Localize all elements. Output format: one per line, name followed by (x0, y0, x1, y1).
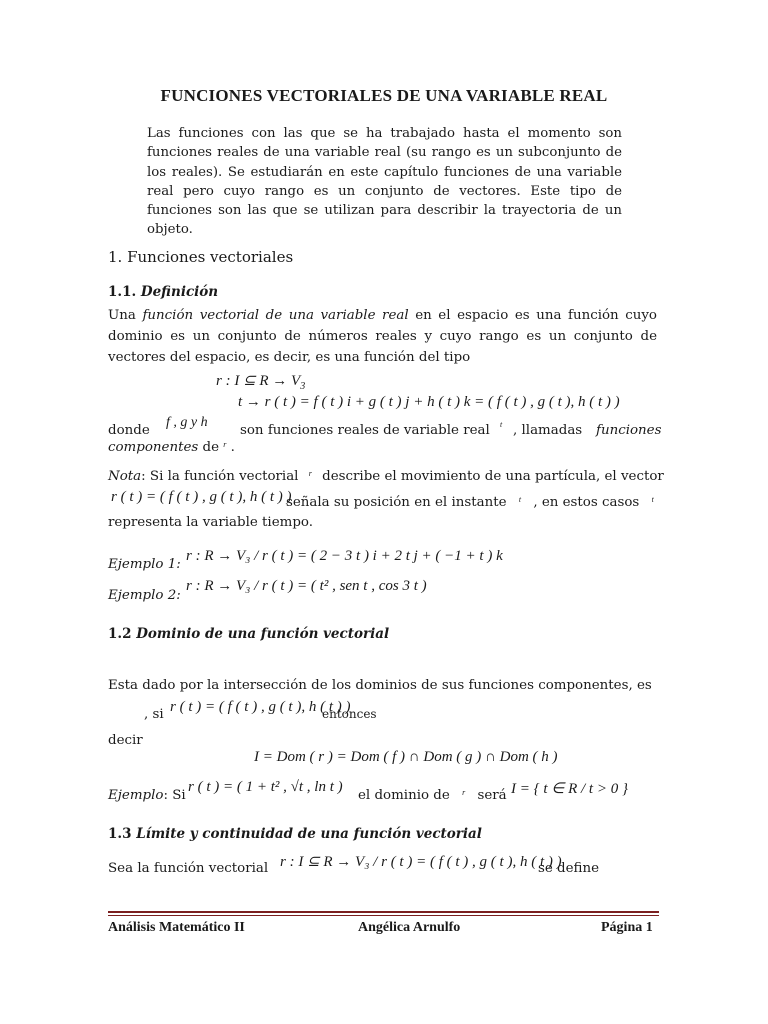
footer-course: Análisis Matemático II (108, 920, 245, 935)
t-symbol: t (500, 420, 503, 429)
subsection-1-2-heading: 1.2 Dominio de una función vectorial (108, 626, 390, 642)
footer-rule-thin (108, 915, 659, 916)
footer-author: Angélica Arnulfo (358, 920, 461, 935)
donde-word: donde (108, 423, 150, 438)
ejemplo-1-label: Ejemplo 1: (108, 557, 181, 572)
footer-page-number: Página 1 (601, 920, 653, 935)
limite-intro-text: Sea la función vectorial (108, 861, 269, 876)
ejemplo-2-math: r : R → V₃ / r ( t ) = ( t² , sen t , cos 3 t ) (186, 578, 427, 594)
subsection-title: Definición (140, 284, 219, 300)
intro-paragraph: Las funciones con las que se ha trabajado hasta el momento son funciones reales de una variable real (su rango es un subconjunto de los reales). Se estudiarán en este capítulo funciones de una variable real pero cuyo rango es un conjunto de vectores. Este tipo de funciones son las que se utilizan para describir la trayectoria de un objeto. (147, 126, 622, 238)
si-word: , si (144, 707, 164, 722)
section-1-heading (108, 248, 293, 266)
dominio-ejemplo-text: el dominio de $^r$ será (358, 788, 507, 803)
definition-line-1: Una función vectorial de una variable real en el espacio es una función cuyo (108, 308, 657, 323)
llamadas-text: , llamadas (513, 423, 583, 438)
subsection-1-1-heading (108, 284, 218, 300)
funciones-word: funciones (596, 423, 662, 438)
decir-word: decir (108, 733, 143, 748)
ejemplo-2-label: Ejemplo 2: (108, 588, 181, 603)
definition-line-3: vectores del espacio, es decir, es una función del tipo (108, 350, 471, 365)
se-define-text: se define (538, 861, 600, 876)
nota-line-2: señala su posición en el instante $^t$ , en estos casos $^t$ (286, 495, 654, 510)
nota-line-1: Nota: Si la función vectorial $^r$ describe el movimiento de una partícula, el vector (108, 469, 664, 484)
definition-paragraph (108, 308, 657, 365)
section-title: Funciones vectoriales (127, 248, 294, 266)
donde-text: son funciones reales de variable real (240, 423, 490, 438)
dominio-line-1: Esta dado por la intersección de los dominios de sus funciones componentes, es (108, 678, 652, 693)
dominio-ejemplo-math: r ( t ) = ( 1 + t² , √t , ln t ) (188, 779, 343, 795)
footer-rule-thick (108, 911, 659, 913)
ejemplo-1-math: r : R → V₃ / r ( t ) = ( 2 − 3 t ) i + 2 t j + ( −1 + t ) k (186, 548, 503, 564)
fgh-math: f , g y h (166, 415, 208, 430)
entonces-word: entonces (322, 707, 377, 721)
subsection-number: 1.1. (108, 284, 137, 300)
componentes-line: componentes de $^r$ . (108, 440, 235, 455)
section-number: 1. (108, 248, 123, 266)
definition-line-2: dominio es un conjunto de números reales y cuyo rango es un conjunto de (108, 329, 657, 344)
subsection-1-3-heading: 1.3 Límite y continuidad de una función vectorial (108, 826, 482, 842)
dominio-r-math: r ( t ) = ( f ( t ) , g ( t ), h ( t ) ) (170, 699, 351, 715)
dominio-formula: I = Dom ( r ) = Dom ( f ) ∩ Dom ( g ) ∩ Dom ( h ) (254, 749, 558, 765)
dominio-ejemplo-result: I = { t ∈ R / t > 0 } (511, 781, 628, 797)
nota-line-3: representa la variable tiempo. (108, 515, 313, 530)
limite-math: r : I ⊆ R → V₃ / r ( t ) = ( f ( t ) , g ( t ), h ( t ) ) (280, 854, 562, 870)
math-mapping-line: r : I ⊆ $R \to V_3$ (216, 373, 306, 392)
nota-vector-math: r ( t ) = ( f ( t ) , g ( t ), h ( t ) ) (111, 489, 292, 505)
page-title: FUNCIONES VECTORIALES DE UNA VARIABLE REAL (160, 86, 608, 105)
math-definition-line: t → r ( t ) = f ( t ) i + g ( t ) j + h ( t ) k = ( f ( t ) , g ( t ), h ( t ) ) (238, 394, 620, 410)
dominio-ejemplo-label: Ejemplo: Si (108, 788, 186, 803)
